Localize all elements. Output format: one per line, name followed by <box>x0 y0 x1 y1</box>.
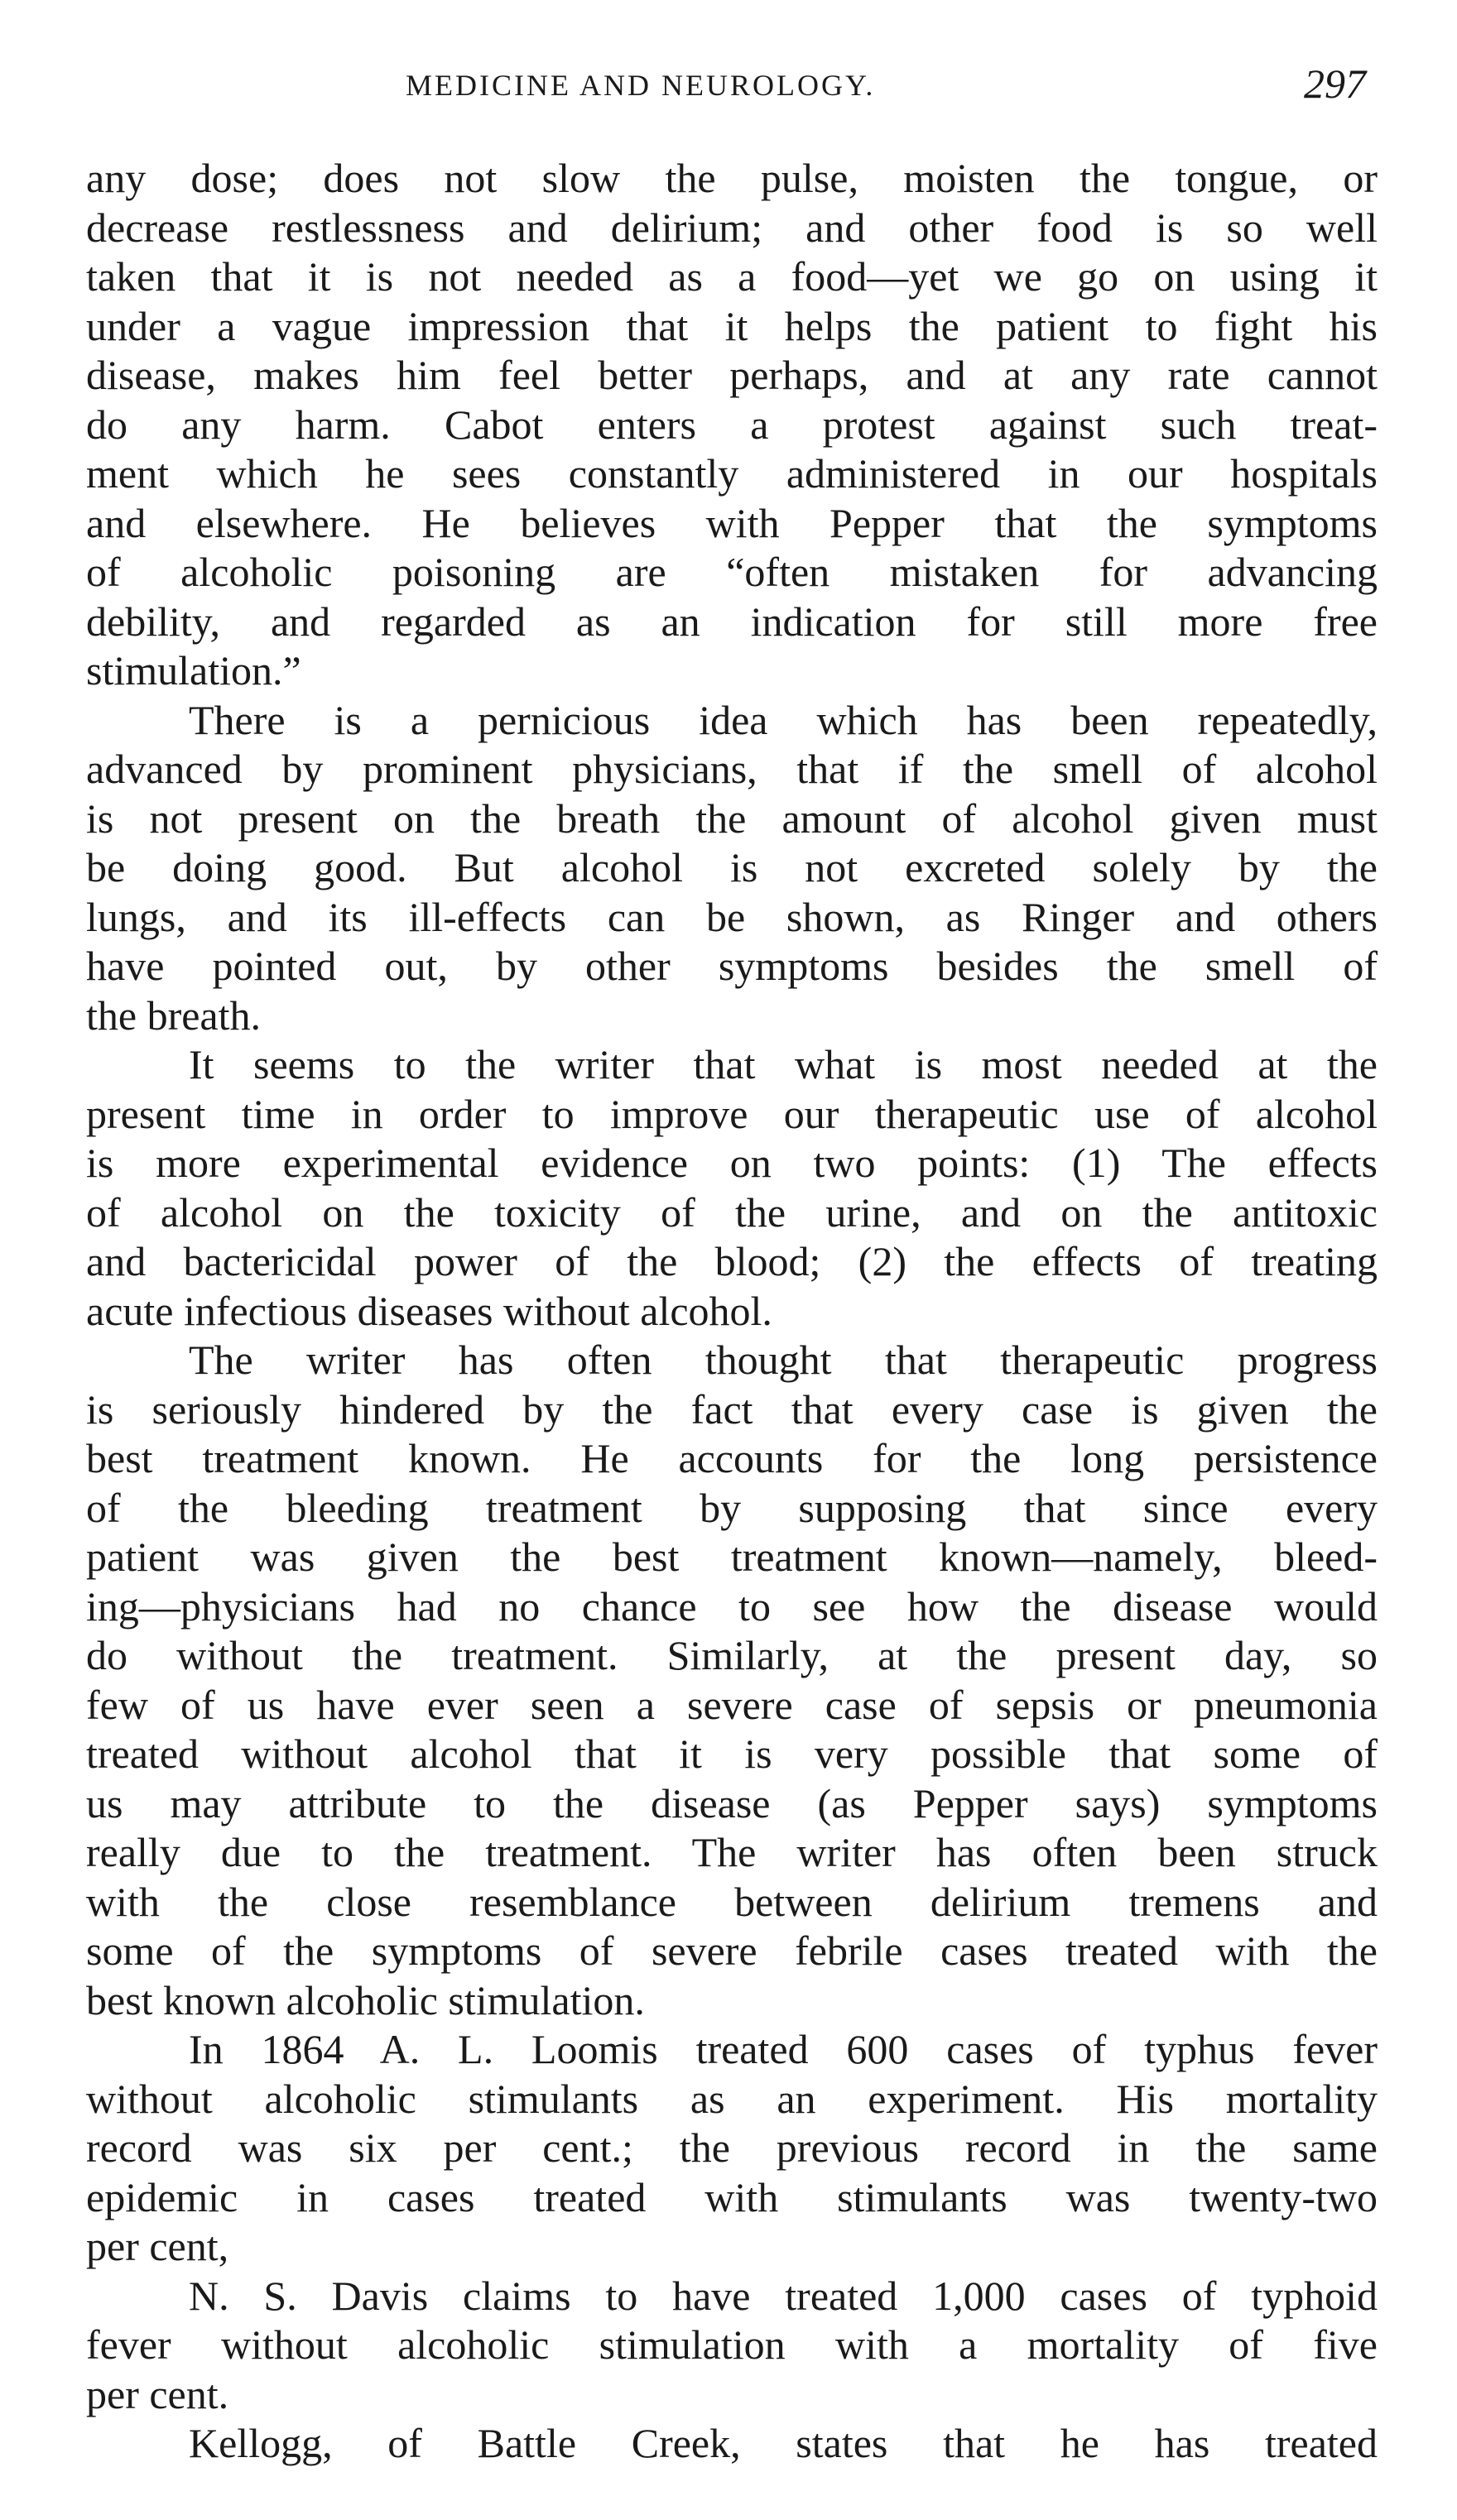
paragraph-7 <box>86 2419 1378 2469</box>
text-line: do any harm. Cabot enters a protest against such treat- <box>86 401 1378 448</box>
text-line: is seriously hindered by the fact that every case is given the <box>86 1385 1378 1433</box>
text-line: of alcohol on the toxicity of the urine, and on the antitoxic <box>86 1188 1378 1236</box>
text-line: few of us have ever seen a severe case of sepsis or pneumonia <box>86 1681 1378 1728</box>
text-line: advanced by prominent physicians, that if the smell of alcohol <box>86 746 1378 792</box>
body-text <box>86 154 1378 2469</box>
text-line: decrease restlessness and delirium; and other food is so well <box>86 204 1378 251</box>
paragraph-2 <box>86 696 1378 1041</box>
text-line: ment which he sees constantly administered in our hospitals <box>86 450 1378 497</box>
text-line: do without the treatment. Similarly, at the present day, so <box>86 1632 1378 1678</box>
text-line: some of the symptoms of severe febrile cases treated with the <box>86 1927 1378 1974</box>
text-line: per cent. <box>86 2370 229 2417</box>
text-line: the breath. <box>86 991 262 1039</box>
text-line: ing—physicians had no chance to see how the disease would <box>86 1582 1378 1630</box>
page-header <box>91 60 1366 118</box>
text-line: best known alcoholic stimulation. <box>86 1976 645 2023</box>
text-line: is not present on the breath the amount of alcohol given must <box>86 794 1378 842</box>
text-line: taken that it is not needed as a food—yet we go on using it <box>86 253 1378 300</box>
text-line: stimulation.” <box>86 647 301 694</box>
text-line: us may attribute to the disease (as Pepper says) symptoms <box>86 1779 1378 1826</box>
text-line: under a vague impression that it helps the patient to fight his <box>86 302 1378 349</box>
text-line: without alcoholic stimulants as an experiment. His mortality <box>86 2075 1378 2122</box>
text-line: best treatment known. He accounts for the long persistence <box>86 1435 1378 1481</box>
text-line: per cent, <box>86 2223 229 2269</box>
text-line: epidemic in cases treated with stimulants was twenty-two <box>86 2173 1378 2220</box>
paragraph-5 <box>86 2025 1378 2272</box>
text-line: In 1864 A. L. Loomis treated 600 cases of typhus fever <box>189 2026 1378 2072</box>
text-line: have pointed out, by other symptoms besides the smell of <box>86 943 1378 989</box>
text-line: and bactericidal power of the blood; (2) the effects of treating <box>86 1238 1378 1284</box>
text-line: disease, makes him feel better perhaps, and at any rate cannot <box>86 352 1378 398</box>
running-head: MEDICINE AND NEUROLOGY. <box>406 69 876 102</box>
text-line: present time in order to improve our therapeutic use of alcohol <box>86 1090 1378 1137</box>
text-line: It seems to the writer that what is most needed at the <box>189 1041 1378 1087</box>
text-line: really due to the treatment. The writer has often been struck <box>86 1829 1378 1875</box>
paragraph-1 <box>86 154 1378 696</box>
text-line: with the close resemblance between delirium tremens and <box>86 1878 1378 1925</box>
text-line: of alcoholic poisoning are “often mistaken for advancing <box>86 549 1378 595</box>
text-line: any dose; does not slow the pulse, moisten the tongue, or <box>86 155 1378 201</box>
paragraph-4 <box>86 1336 1378 2025</box>
text-line: record was six per cent.; the previous record in the same <box>86 2124 1378 2171</box>
text-line: patient was given the best treatment known—namely, bleed- <box>86 1534 1378 1580</box>
text-line: be doing good. But alcohol is not excreted solely by the <box>86 844 1378 890</box>
paragraph-6 <box>86 2272 1378 2420</box>
text-line: Kellogg, of Battle Creek, states that he has treated <box>189 2420 1378 2466</box>
text-line: is more experimental evidence on two points: (1) The effects <box>86 1140 1378 1186</box>
text-line: There is a pernicious idea which has been repeatedly, <box>189 696 1378 743</box>
text-line: acute infectious diseases without alcohol. <box>86 1287 772 1334</box>
text-line: The writer has often thought that therapeutic progress <box>189 1337 1378 1383</box>
text-line: lungs, and its ill-effects can be shown, as Ringer and others <box>86 893 1378 940</box>
text-line: fever without alcoholic stimulation with a mortality of five <box>86 2321 1378 2368</box>
page-number: 297 <box>1304 60 1366 107</box>
text-line: N. S. Davis claims to have treated 1,000 cases of typhoid <box>189 2272 1378 2319</box>
paragraph-3 <box>86 1040 1378 1336</box>
text-line: and elsewhere. He believes with Pepper that the symptoms <box>86 499 1378 546</box>
text-line: debility, and regarded as an indication for still more free <box>86 598 1378 645</box>
text-line: treated without alcohol that it is very possible that some of <box>86 1730 1378 1777</box>
text-line: of the bleeding treatment by supposing that since every <box>86 1484 1378 1531</box>
